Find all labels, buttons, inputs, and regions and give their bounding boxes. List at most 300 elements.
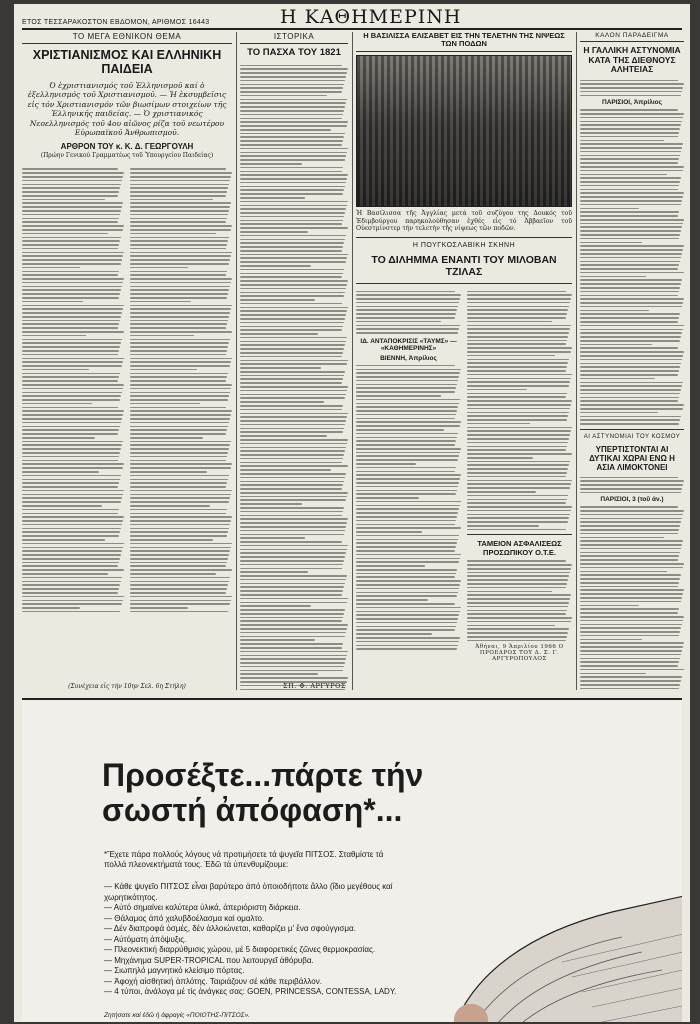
text-line xyxy=(130,611,228,613)
text-line xyxy=(130,426,228,428)
text-line xyxy=(22,482,119,484)
text-line xyxy=(240,148,348,150)
text-line xyxy=(22,282,123,284)
text-line xyxy=(240,394,346,396)
text-line xyxy=(356,440,456,442)
text-line xyxy=(580,158,679,160)
text-line xyxy=(580,147,682,149)
text-line xyxy=(240,458,343,460)
text-line xyxy=(580,477,678,479)
text-line xyxy=(22,414,123,416)
text-line xyxy=(240,201,348,203)
text-line xyxy=(130,339,230,341)
text-line xyxy=(130,543,232,545)
text-line xyxy=(240,152,347,154)
text-line xyxy=(240,526,346,528)
text-line xyxy=(240,462,342,464)
text-line xyxy=(580,574,681,576)
text-line xyxy=(240,269,344,271)
text-line xyxy=(130,562,227,564)
text-line xyxy=(130,293,228,295)
photo-caption: Ἡ Βασίλισσα τῆς Ἀγγλίας μετά τοῦ συζύγου της Δουκός τοῦ Ἐδιμβούργου παρηκολούθησαν ἐχθές εἰς τό Ἀββαεῖον τοῦ Οὐεστμίνστερ τήν τελετήν τῆς νίψεως τῶν ποδῶν. xyxy=(356,209,572,233)
text-line xyxy=(580,378,655,380)
text-line xyxy=(130,199,213,201)
text-line xyxy=(22,475,121,477)
text-line xyxy=(580,669,684,671)
text-line xyxy=(240,65,342,67)
text-line xyxy=(240,136,344,138)
text-line xyxy=(22,274,118,276)
text-line xyxy=(22,550,122,552)
text-line xyxy=(580,283,681,285)
text-line xyxy=(356,306,458,308)
text-line xyxy=(22,350,119,352)
text-line xyxy=(130,221,226,223)
text-line xyxy=(240,534,344,536)
ad-feature: — Αὐτό σημαίνει καλύτερα ὑλικά, ἀπεριόριστη διάρκεια. xyxy=(104,903,444,914)
text-line xyxy=(580,95,681,97)
text-line xyxy=(22,187,120,189)
box-signature: Ἀθήναι, 9 Ἀπριλίου 1966 Ο ΠΡΟΕΔΡΟΣ ΤΟΥ Δ. Σ. Γ. ΑΡΓΥΡΟΠΟΥΛΟΣ xyxy=(475,644,564,663)
text-line xyxy=(130,240,228,242)
text-line xyxy=(580,219,684,221)
text-line xyxy=(240,292,345,294)
text-line xyxy=(22,433,118,435)
text-line xyxy=(580,612,678,614)
text-line xyxy=(240,352,343,354)
text-line xyxy=(467,446,567,448)
text-line xyxy=(130,384,232,386)
text-line xyxy=(22,380,118,382)
text-line xyxy=(580,91,682,93)
text-line xyxy=(240,239,345,241)
text-line xyxy=(240,386,348,388)
text-line xyxy=(130,603,230,605)
text-line xyxy=(22,539,105,541)
ad-feature: — Πλεονεκτική διαρρύθμισις χώρου, μέ 5 διαφορετικές ζῶνες θερμοκρασίας. xyxy=(104,945,444,956)
text-line xyxy=(240,163,302,165)
text-line xyxy=(580,658,680,660)
text-line xyxy=(130,486,226,488)
text-line xyxy=(240,598,348,600)
text-line xyxy=(130,229,231,231)
text-line xyxy=(580,397,679,399)
text-line xyxy=(580,189,678,191)
text-line xyxy=(240,552,346,554)
text-line xyxy=(22,180,122,182)
text-line xyxy=(356,395,441,397)
text-line xyxy=(240,223,342,225)
text-line xyxy=(467,625,555,627)
text-line xyxy=(22,403,92,405)
ad-feature: — Δέν διαπροφά ὁσμές, δέν ἀλλοιώνεται, καθαρίζει μ' ἕνα σφούγγισμα. xyxy=(104,924,444,935)
text-line xyxy=(467,602,569,604)
text-line xyxy=(356,497,419,499)
text-line xyxy=(22,335,86,337)
text-line xyxy=(580,355,683,357)
text-line xyxy=(356,565,425,567)
text-line xyxy=(130,172,232,174)
text-line xyxy=(467,438,569,440)
text-line xyxy=(580,533,678,535)
text-line xyxy=(356,403,459,405)
text-line xyxy=(130,225,232,227)
text-line xyxy=(580,155,680,157)
text-line xyxy=(467,309,568,311)
text-line xyxy=(467,325,571,327)
text-line xyxy=(580,181,680,183)
ad-headline-line1: Προσέξτε...πάρτε τήν xyxy=(102,757,424,793)
text-line xyxy=(240,125,347,127)
text-line xyxy=(130,297,227,299)
text-line xyxy=(22,202,123,204)
text-line xyxy=(22,361,123,363)
text-line xyxy=(240,605,311,607)
text-line xyxy=(580,620,683,622)
text-line xyxy=(240,227,348,229)
text-line xyxy=(240,428,344,430)
text-line xyxy=(356,580,461,582)
ad-illustration xyxy=(412,822,682,1022)
text-line xyxy=(356,592,458,594)
text-line xyxy=(580,151,681,153)
text-line xyxy=(580,272,684,274)
text-line xyxy=(130,388,231,390)
text-line xyxy=(580,593,683,595)
text-line xyxy=(467,525,539,527)
text-line xyxy=(580,162,678,164)
text-line xyxy=(356,410,457,412)
text-line xyxy=(22,479,120,481)
text-line xyxy=(22,199,105,201)
col2-headline: ΤΟ ΠΑΣΧΑ ΤΟΥ 1821 xyxy=(247,47,341,58)
text-line xyxy=(356,546,456,548)
text-line xyxy=(240,110,344,112)
pitsos-advertisement xyxy=(22,698,682,1022)
text-line xyxy=(130,399,228,401)
text-line xyxy=(580,313,680,315)
text-line xyxy=(580,374,678,376)
text-line xyxy=(580,124,681,126)
text-line xyxy=(467,294,572,296)
text-line xyxy=(240,273,343,275)
text-line xyxy=(130,206,230,208)
text-line xyxy=(580,253,682,255)
text-line xyxy=(467,632,568,634)
text-line xyxy=(240,454,344,456)
text-line xyxy=(580,192,684,194)
text-line xyxy=(356,478,460,480)
col4-dateline: ΠΑΡΙΣΙΟΙ, Ἀπρίλιος xyxy=(602,99,662,107)
text-line xyxy=(580,654,681,656)
text-line xyxy=(580,510,684,512)
text-line xyxy=(356,459,458,461)
text-line xyxy=(580,136,678,138)
text-line xyxy=(130,282,231,284)
text-line xyxy=(580,279,682,281)
text-line xyxy=(240,507,344,509)
text-line xyxy=(356,524,455,526)
newspaper-page xyxy=(14,4,690,1022)
text-line xyxy=(130,380,226,382)
text-line xyxy=(356,550,455,552)
text-line xyxy=(130,373,228,375)
text-line xyxy=(356,626,456,628)
text-line xyxy=(22,528,121,530)
text-line xyxy=(130,463,232,465)
text-line xyxy=(22,373,120,375)
text-line xyxy=(467,476,566,478)
text-line xyxy=(356,313,456,315)
text-line xyxy=(580,298,684,300)
text-line xyxy=(580,525,680,527)
text-line xyxy=(580,215,678,217)
text-line xyxy=(467,591,552,593)
text-line xyxy=(240,662,345,664)
text-line xyxy=(22,562,119,564)
text-line xyxy=(130,327,226,329)
issue-line: ΕΤΟΣ ΤΕΣΣΑΡΑΚΟΣΤΟΝ ΕΒΔΟΜΟΝ, ΑΡΙΘΜΟΣ 16443 xyxy=(22,19,210,26)
text-line xyxy=(22,384,124,386)
text-line xyxy=(580,563,684,565)
text-line xyxy=(130,429,227,431)
text-line xyxy=(22,376,119,378)
text-line xyxy=(580,514,683,516)
text-line xyxy=(467,575,569,577)
text-line xyxy=(580,109,678,111)
text-line xyxy=(22,225,124,227)
text-line xyxy=(130,550,230,552)
ad-feature-list xyxy=(104,882,444,998)
text-line xyxy=(22,426,120,428)
col1-body-right xyxy=(130,166,232,614)
text-line xyxy=(240,257,347,259)
text-line xyxy=(22,312,122,314)
text-line xyxy=(130,531,228,533)
text-line xyxy=(240,299,315,301)
text-line xyxy=(580,121,682,123)
text-line xyxy=(22,535,119,537)
text-line xyxy=(356,539,458,541)
text-line xyxy=(467,517,569,519)
text-line xyxy=(356,633,432,635)
text-line xyxy=(240,341,346,343)
text-line xyxy=(467,427,572,429)
col3-dateline: ΒΙΕΝΝΗ, Ἀπρίλιος xyxy=(380,354,437,362)
text-line xyxy=(356,512,458,514)
text-line xyxy=(22,410,124,412)
text-line xyxy=(356,463,416,465)
text-line xyxy=(22,531,120,533)
text-line xyxy=(240,284,347,286)
text-line xyxy=(22,501,121,503)
text-line xyxy=(580,223,683,225)
text-line xyxy=(467,628,569,630)
text-line xyxy=(22,516,124,518)
text-line xyxy=(467,412,569,414)
text-line xyxy=(130,441,231,443)
text-line xyxy=(467,560,566,562)
col4-headline: Η ΓΑΛΛΙΚΗ ΑΣΤΥΝΟΜΙΑ ΚΑΤΑ ΤΗΣ ΔΙΕΘΝΟΥΣ ΑΛΗΤΕΙΑΣ xyxy=(583,45,681,75)
text-line xyxy=(240,439,348,441)
text-line xyxy=(580,317,679,319)
text-line xyxy=(130,358,232,360)
text-line xyxy=(580,80,678,82)
text-line xyxy=(356,629,455,631)
text-line xyxy=(580,132,679,134)
text-line xyxy=(580,295,678,297)
text-line xyxy=(240,518,348,520)
text-line xyxy=(130,509,227,511)
text-line xyxy=(22,592,118,594)
text-line xyxy=(356,622,457,624)
text-line xyxy=(240,91,342,93)
text-line xyxy=(240,322,344,324)
text-line xyxy=(580,128,680,130)
text-line xyxy=(130,547,231,549)
text-line xyxy=(22,418,122,420)
text-line xyxy=(130,460,226,462)
text-line xyxy=(130,237,229,239)
text-line xyxy=(580,200,682,202)
text-line xyxy=(467,514,570,516)
text-line xyxy=(130,520,231,522)
text-line xyxy=(130,342,229,344)
text-line xyxy=(580,518,682,520)
col3-headline: ΤΟ ΔΙΛΗΜΜΑ ΕΝΑΝΤΙ ΤΟΥ ΜΙΛΟΒΑΝ ΤΖΙΛΑΣ xyxy=(371,254,557,278)
text-line xyxy=(130,584,228,586)
photo-headline: Η ΒΑΣΙΛΙΣΣΑ ΕΛΙΣΑΒΕΤ ΕΙΣ ΤΗΝ ΤΕΛΕΤΗΝ ΤΗΣ ΝΙΨΕΩΣ ΤΩΝ ΠΟΔΩΝ xyxy=(356,32,572,52)
text-line xyxy=(22,509,119,511)
text-line xyxy=(240,503,302,505)
text-line xyxy=(22,358,124,360)
text-line xyxy=(467,461,570,463)
text-line xyxy=(580,616,684,618)
queen-photo xyxy=(356,55,572,207)
text-line xyxy=(467,434,570,436)
text-line xyxy=(580,680,681,682)
text-line xyxy=(580,310,649,312)
text-line xyxy=(240,261,346,263)
text-line xyxy=(240,673,318,675)
text-line xyxy=(580,601,681,603)
text-line xyxy=(240,235,346,237)
text-line xyxy=(130,392,230,394)
text-line xyxy=(467,483,571,485)
text-line xyxy=(130,444,230,446)
text-line xyxy=(240,99,347,101)
text-line xyxy=(467,453,572,455)
text-line xyxy=(467,419,567,421)
text-line xyxy=(22,471,99,473)
text-line xyxy=(356,437,457,439)
text-line xyxy=(467,430,571,432)
text-line xyxy=(22,448,121,450)
text-line xyxy=(580,204,681,206)
text-line xyxy=(467,587,566,589)
text-line xyxy=(467,491,536,493)
text-line xyxy=(240,571,308,573)
text-line xyxy=(130,301,191,303)
text-line xyxy=(356,599,428,601)
text-line xyxy=(130,497,230,499)
text-line xyxy=(22,168,118,170)
text-line xyxy=(130,187,228,189)
text-line xyxy=(240,609,345,611)
text-line xyxy=(580,582,679,584)
col4-intro xyxy=(580,80,684,97)
text-line xyxy=(22,248,118,250)
text-line xyxy=(240,102,346,104)
text-line xyxy=(22,520,123,522)
text-line xyxy=(356,520,456,522)
text-line xyxy=(130,535,227,537)
text-line xyxy=(580,242,642,244)
text-line xyxy=(22,263,121,265)
text-line xyxy=(356,425,460,427)
text-line xyxy=(467,449,566,451)
text-line xyxy=(22,354,118,356)
paper-name: Η ΚΑΘΗΜΕΡΙΝΗ xyxy=(280,6,462,28)
text-line xyxy=(467,529,566,531)
text-line xyxy=(240,658,346,660)
text-line xyxy=(356,561,459,563)
text-line xyxy=(22,588,119,590)
text-line xyxy=(580,264,679,266)
text-line xyxy=(240,545,348,547)
text-line xyxy=(240,68,348,70)
text-line xyxy=(240,447,346,449)
text-line xyxy=(240,87,343,89)
text-line xyxy=(22,331,124,333)
text-line xyxy=(22,191,119,193)
text-line xyxy=(467,366,567,368)
text-line xyxy=(22,460,118,462)
text-line xyxy=(130,376,227,378)
text-line xyxy=(22,244,119,246)
ad-feature: — Κάθε ψυγεῖο ΠΙΤΣΟΣ εἶναι βαρύτερο ἀπό ὁποιοδήποτε ἄλλο (ἴδιο μεγέθους καί χωρητικότητος. xyxy=(104,882,444,903)
text-line xyxy=(580,650,682,652)
text-line xyxy=(240,326,343,328)
text-line xyxy=(580,684,680,686)
column-divider xyxy=(352,32,353,690)
text-line xyxy=(240,288,346,290)
text-line xyxy=(580,177,681,179)
text-line xyxy=(22,297,119,299)
text-line xyxy=(240,624,348,626)
text-line xyxy=(580,359,682,361)
text-line xyxy=(467,579,568,581)
text-line xyxy=(580,400,678,402)
text-line xyxy=(467,336,568,338)
col4-body xyxy=(580,109,684,424)
col1-byline: ΑΡΘΡΟΝ ΤΟΥ κ. Κ. Δ. ΓΕΩΡΓΟΥΛΗ xyxy=(60,142,194,152)
text-line xyxy=(467,640,566,642)
text-line xyxy=(467,381,570,383)
text-line xyxy=(240,356,342,358)
text-line xyxy=(240,511,343,513)
text-line xyxy=(240,276,342,278)
text-line xyxy=(580,340,680,342)
col4-kicker: ΚΑΛΟΝ ΠΑΡΑΔΕΙΓΜΑ xyxy=(580,32,684,42)
text-line xyxy=(580,597,682,599)
text-line xyxy=(240,378,343,380)
text-line xyxy=(22,301,83,303)
text-line xyxy=(240,144,342,146)
text-line xyxy=(240,666,344,668)
text-line xyxy=(356,380,458,382)
article-column-3 xyxy=(356,32,572,690)
